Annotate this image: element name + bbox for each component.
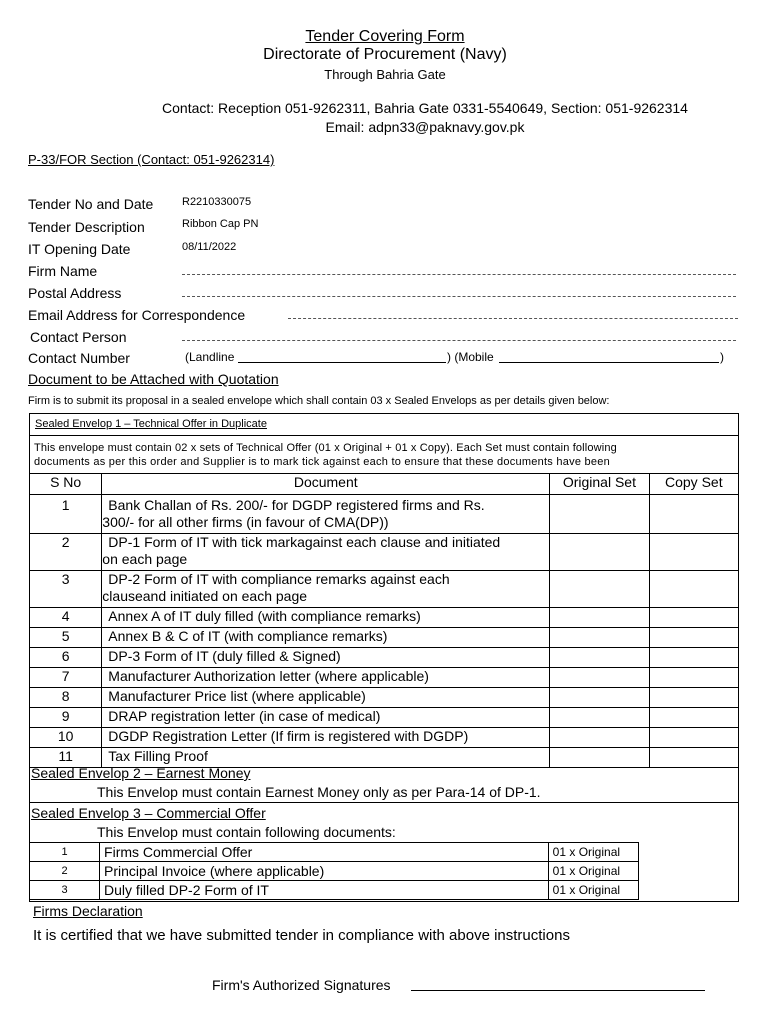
original-check-cell[interactable] xyxy=(550,534,649,571)
envelope1-desc-1: This envelope must contain 02 x sets of Technical Offer (01 x Original + 01 x Copy). Each Set must contain following xyxy=(34,442,617,454)
row-doc-line1: Manufacturer Authorization letter (where applicable) xyxy=(108,668,429,684)
col-document: Document xyxy=(102,474,550,495)
row-doc-line2: on each page xyxy=(102,551,188,567)
col-sno: S No xyxy=(30,474,102,495)
envelope1-title: Sealed Envelop 1 – Technical Offer in Duplicate xyxy=(35,418,267,430)
declaration-heading: Firms Declaration xyxy=(33,903,143,919)
row-doc-line1: DGDP Registration Letter (If firm is registered with DGDP) xyxy=(108,728,469,744)
email-address-label: Email Address for Correspondence xyxy=(28,307,246,323)
row-document xyxy=(102,688,550,708)
row-doc-line1: DP-3 Form of IT (duly filled & Signed) xyxy=(108,648,341,664)
mobile-label: ) (Mobile xyxy=(447,350,494,364)
original-check-cell[interactable] xyxy=(550,688,649,708)
envelope2-desc: This Envelop must contain Earnest Money only as per Para-14 of DP-1. xyxy=(97,784,541,800)
row-sno: 8 xyxy=(30,688,102,708)
tender-no-value: R2210330075 xyxy=(182,196,252,208)
firm-name-field[interactable] xyxy=(182,274,736,275)
original-check-cell[interactable] xyxy=(550,608,649,628)
table-row xyxy=(30,534,739,571)
row-sno: 7 xyxy=(30,668,102,688)
table-row xyxy=(30,608,739,628)
table-row xyxy=(30,688,739,708)
row-sno: 6 xyxy=(30,648,102,668)
table-row xyxy=(30,495,739,534)
tender-desc-label: Tender Description xyxy=(28,219,145,235)
envelope1-header-row xyxy=(30,474,739,495)
row-sno: 9 xyxy=(30,708,102,728)
copy-check-cell[interactable] xyxy=(649,495,738,534)
attach-intro: Firm is to submit its proposal in a sealed envelope which shall contain 03 x Sealed Envelops as per details given below: xyxy=(28,395,610,407)
envelope1-desc-2: documents as per this order and Supplier is to mark tick against each to ensure that these documents have been xyxy=(34,456,610,468)
row-document xyxy=(102,728,550,748)
row-sno: 1 xyxy=(30,843,100,862)
envelope2-divider xyxy=(29,802,739,803)
declaration-text: It is certified that we have submitted tender in compliance with above instructions xyxy=(33,927,570,944)
col-copy-set: Copy Set xyxy=(649,474,738,495)
copy-check-cell[interactable] xyxy=(649,688,738,708)
row-doc-line1: Bank Challan of Rs. 200/- for DGDP registered firms and Rs. xyxy=(108,497,485,513)
row-document xyxy=(102,668,550,688)
copy-check-cell[interactable] xyxy=(649,608,738,628)
mobile-close-paren: ) xyxy=(720,350,724,364)
row-sno: 4 xyxy=(30,608,102,628)
row-document xyxy=(102,495,550,534)
email-line: Email: adpn33@paknavy.gov.pk xyxy=(325,119,525,135)
contact-line: Contact: Reception 051-9262311, Bahria Gate 0331-5540649, Section: 051-9262314 xyxy=(162,100,688,116)
row-original: 01 x Original xyxy=(548,862,638,881)
table-row xyxy=(30,571,739,608)
col-original-set: Original Set xyxy=(550,474,649,495)
email-address-field[interactable] xyxy=(288,318,738,319)
contact-number-label: Contact Number xyxy=(28,350,130,366)
original-check-cell[interactable] xyxy=(550,571,649,608)
copy-check-cell[interactable] xyxy=(649,628,738,648)
envelope3-table xyxy=(29,842,639,900)
original-check-cell[interactable] xyxy=(550,648,649,668)
row-doc-line2: 300/- for all other firms (in favour of CMA(DP)) xyxy=(102,514,389,530)
row-doc-line2: clauseand initiated on each page xyxy=(102,588,308,604)
row-original: 01 x Original xyxy=(548,881,638,900)
gate-line: Through Bahria Gate xyxy=(324,67,446,82)
row-sno: 10 xyxy=(30,728,102,748)
firm-name-label: Firm Name xyxy=(28,263,98,279)
original-check-cell[interactable] xyxy=(550,495,649,534)
signature-field[interactable] xyxy=(411,990,705,991)
envelope1-table xyxy=(29,473,739,768)
tender-no-label: Tender No and Date xyxy=(28,196,154,212)
row-original: 01 x Original xyxy=(548,843,638,862)
postal-address-field[interactable] xyxy=(182,296,736,297)
contact-person-label: Contact Person xyxy=(30,329,127,345)
envelope3-desc: This Envelop must contain following documents: xyxy=(97,824,396,840)
row-document xyxy=(102,648,550,668)
row-doc-line1: Manufacturer Price list (where applicable) xyxy=(108,688,366,704)
attach-heading: Document to be Attached with Quotation xyxy=(28,371,279,387)
row-document xyxy=(102,628,550,648)
table-row xyxy=(30,628,739,648)
row-doc-line1: Annex B & C of IT (with compliance remarks) xyxy=(108,628,388,644)
original-check-cell[interactable] xyxy=(550,728,649,748)
table-row xyxy=(30,708,739,728)
row-doc-line1: DP-2 Form of IT with compliance remarks against each xyxy=(108,571,450,587)
envelope1-divider xyxy=(29,435,739,436)
row-sno: 11 xyxy=(30,748,102,768)
original-check-cell[interactable] xyxy=(550,628,649,648)
table-row xyxy=(30,843,639,862)
row-document: Duly filled DP-2 Form of IT xyxy=(100,881,549,900)
table-row xyxy=(30,881,639,900)
copy-check-cell[interactable] xyxy=(649,728,738,748)
row-sno: 2 xyxy=(30,862,100,881)
row-doc-line1: DP-1 Form of IT with tick markagainst each clause and initiated xyxy=(108,534,501,550)
copy-check-cell[interactable] xyxy=(649,668,738,688)
section-line: P-33/FOR Section (Contact: 051-9262314) xyxy=(28,152,275,167)
landline-field[interactable] xyxy=(238,362,446,363)
row-sno: 5 xyxy=(30,628,102,648)
org-name: Directorate of Procurement (Navy) xyxy=(263,46,507,63)
postal-address-label: Postal Address xyxy=(28,285,122,301)
copy-check-cell[interactable] xyxy=(649,534,738,571)
row-document xyxy=(102,708,550,728)
form-title: Tender Covering Form xyxy=(305,28,465,45)
table-row xyxy=(30,668,739,688)
row-doc-line1: Tax Filling Proof xyxy=(108,748,208,764)
copy-check-cell[interactable] xyxy=(649,648,738,668)
row-document: Principal Invoice (where applicable) xyxy=(100,862,549,881)
contact-person-field[interactable] xyxy=(182,340,736,341)
row-document: Firms Commercial Offer xyxy=(100,843,549,862)
opening-date-value: 08/11/2022 xyxy=(182,241,237,253)
row-document xyxy=(102,571,550,608)
row-doc-line1: Annex A of IT duly filled (with compliance remarks) xyxy=(108,608,421,624)
row-sno: 2 xyxy=(30,534,102,571)
signature-label: Firm's Authorized Signatures xyxy=(212,977,391,993)
original-check-cell[interactable] xyxy=(550,668,649,688)
table-row xyxy=(30,862,639,881)
row-sno: 3 xyxy=(30,881,100,900)
landline-label: (Landline xyxy=(185,350,235,364)
envelope2-title: Sealed Envelop 2 – Earnest Money xyxy=(31,765,251,781)
table-row xyxy=(30,648,739,668)
copy-check-cell[interactable] xyxy=(649,708,738,728)
copy-check-cell[interactable] xyxy=(649,571,738,608)
table-row xyxy=(30,728,739,748)
row-doc-line1: DRAP registration letter (in case of medical) xyxy=(108,708,381,724)
opening-date-label: IT Opening Date xyxy=(28,241,131,257)
envelope3-title: Sealed Envelop 3 – Commercial Offer xyxy=(31,805,266,821)
row-document xyxy=(102,534,550,571)
mobile-field[interactable] xyxy=(499,362,719,363)
row-sno: 3 xyxy=(30,571,102,608)
original-check-cell[interactable] xyxy=(550,708,649,728)
tender-desc-value: Ribbon Cap PN xyxy=(182,218,259,230)
row-sno: 1 xyxy=(30,495,102,534)
row-document xyxy=(102,608,550,628)
